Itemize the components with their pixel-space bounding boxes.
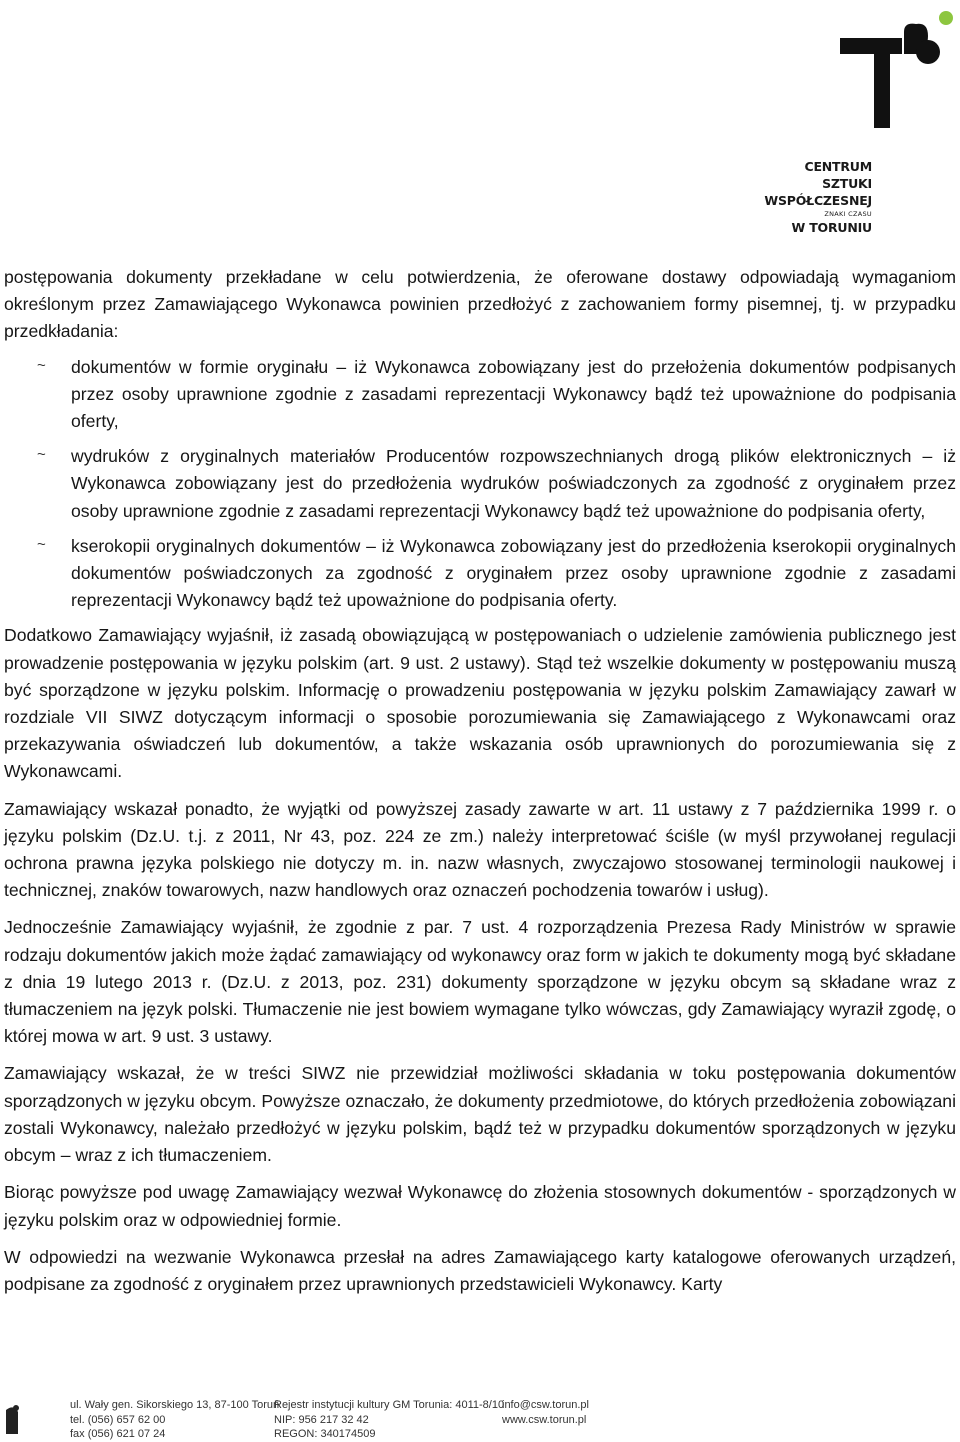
footer-nip: NIP: 956 217 32 42 [274,1413,369,1426]
csw-logo-icon [838,8,956,128]
paragraph: Jednocześnie Zamawiający wyjaśnił, że zgodnie z par. 7 ust. 4 rozporządzenia Prezesa Rady Ministrów w sprawie rodzaju dokumentów jakich może żądać zamawiający od wykonawcy oraz form w jakich te dokumenty mogą być składane z dnia 19 lutego 2013 r. (Dz.U. z 2013, poz. 231) dokumenty sporządzone w języku obcym są składane wraz z tłumaczeniem na język polski. Tłumaczenie nie jest bowiem wymagane tylko wówczas, gdy Zamawiający wyraził zgodę, o której mowa w art. 9 ust. 3 ustawy. [4,917,956,1047]
list-marker: ~ [37,446,46,464]
footer-registry [274,1398,504,1442]
brand-line-1: CENTRUM [804,159,872,174]
footer-email[interactable]: info@csw.torun.pl [502,1399,589,1411]
brand-line-4: W TORUNIU [791,220,872,235]
paragraph: Zamawiający wskazał ponadto, że wyjątki od powyższej zasady zawarte w art. 11 ustawy z 7 października 1999 r. o języku polskim (Dz.U. t.j. z 2011, Nr 43, poz. 224 ze zm.) należy interpretować ściśle (w myśl przywołanej regulacji ochrona prawna języka polskiego nie dotyczy m. in. nazw własnych, zwyczajowo stosowanej terminologii naukowej i technicznej, znaków towarowych, nazw handlowych oraz oznaczeń pochodzenia towarów i usług). [4,798,956,901]
list-item [4,443,956,525]
brand-tagline: ZNAKI CZASU [824,210,872,218]
footer-logo-icon [4,1404,20,1436]
footer-website[interactable]: www.csw.torun.pl [502,1413,587,1426]
list-marker: ~ [37,535,46,553]
list-item-text: wydruków z oryginalnych materiałów Producentów rozpowszechnianych drogą plików elektronicznych – iż Wykonawca zobowiązany jest do przedłożenia wydruków poświadczonych za zgodność z oryginałem przez osoby uprawnione zgodnie z zasadami reprezentacji Wykonawcy bądź też upoważnione do podpisania oferty, [71,446,956,521]
list-item-text: dokumentów w formie oryginału – iż Wykonawca zobowiązany jest do przełożenia dokumentów podpisanych przez osoby uprawnione zgodnie z zasadami reprezentacji Wykonawcy bądź też upoważnione do podpisania oferty, [71,356,956,432]
footer-online [502,1398,589,1427]
footer-contact [70,1398,279,1442]
footer-tel: tel. (056) 657 62 00 [70,1413,166,1426]
footer-fax: fax (056) 621 07 24 [70,1428,166,1440]
document-forms-list [4,354,956,615]
footer-registry-line: Rejestr instytucji kultury GM Torunia: 4011-8/10 [274,1399,505,1411]
brand-line-2: SZTUKI [822,176,872,191]
list-item [4,354,956,436]
green-dot-icon [939,11,953,25]
list-marker: ~ [37,356,46,374]
institution-name [764,158,872,236]
paragraph: Zamawiający wskazał, że w treści SIWZ nie przewidział możliwości składania w toku postępowania dokumentów sporządzonych w języku obcym. Powyższe oznaczało, że dokumenty przedmiotowe, do których przedłożenia zobowiązani zostali Wykonawcy, należało przedłożyć w języku polskim, bądź też w przypadku dokumentów sporządzonych w języku obcym – wraz z ich tłumaczeniem. [4,1063,956,1166]
paragraph: W odpowiedzi na wezwanie Wykonawca przesłał na adres Zamawiającego karty katalogowe oferowanych urządzeń, podpisane za zgodność z oryginałem przez uprawnionych przedstawicieli Wykonawcy. Karty [4,1246,956,1294]
brand-line-3: WSPÓŁCZESNEJ [764,193,872,208]
paragraph: Biorąc powyższe pod uwagę Zamawiający wezwał Wykonawcę do złożenia stosownych dokumentów - sporządzonych w języku polskim oraz w odpowiedniej formie. [4,1182,956,1230]
intro-paragraph: postępowania dokumenty przekładane w celu potwierdzenia, że oferowane dostawy odpowiadają wymaganiom określonym przez Zamawiającego Wykonawca powinien przedłożyć z zachowaniem formy pisemnej, tj. w przypadku przedkładania: [4,267,956,342]
paragraph: Dodatkowo Zamawiający wyjaśnił, iż zasadą obowiązującą w postępowaniach o udzielenie zamówienia publicznego jest prowadzenie postępowania w języku polskim (art. 9 ust. 2 ustawy). Stąd też wszelkie dokumenty w postępowaniu muszą być sporządzone w języku polskim. Informację o prowadzeniu postępowania w języku polskim Zamawiający zawarł w rozdziale VII SIWZ dotyczącym informacji o sposobie porozumiewania się Zamawiającego z Wykonawcami oraz przekazywania oświadczeń lub dokumentów, a także wskazania osób uprawnionych do porozumiewania się z Wykonawcami. [4,625,956,782]
list-item-text: kserokopii oryginalnych dokumentów – iż Wykonawca zobowiązany jest do przedłożenia kserokopii oryginalnych dokumentów poświadczonych za zgodność z oryginałem przez osoby uprawnione zgodnie z zasadami reprezentacji Wykonawcy bądź też upoważnione do podpisania oferty. [71,535,956,611]
page-footer [0,1398,960,1442]
footer-regon: REGON: 340174509 [274,1428,376,1440]
footer-address: ul. Wały gen. Sikorskiego 13, 87-100 Toruń [70,1399,280,1411]
list-item [4,533,956,615]
document-body [4,264,956,1298]
